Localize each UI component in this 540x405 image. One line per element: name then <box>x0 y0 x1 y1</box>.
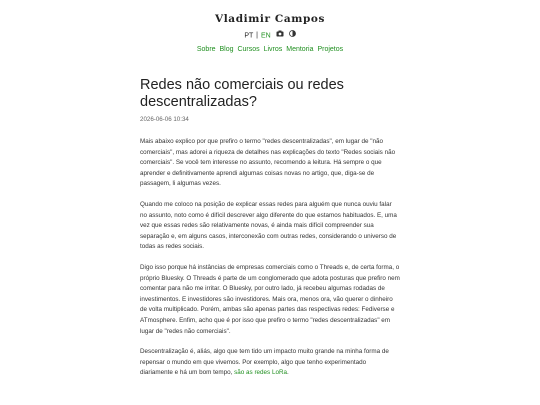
camera-icon[interactable] <box>276 30 284 41</box>
paragraph-3: Digo isso porque há instâncias de empresas comerciais como o Threads e, de certa forma, o próprio Bluesky. O Threads é parte de um conglomerado que adota posturas que prefiro nem comentar para não me irritar. O Bluesky, por outro lado, já recebeu algumas rodadas de investimentos. E investidores são investidores. Mais ora, menos ora, vão querer o dinheiro de volta multiplicado. Porém, ambas são apenas partes das respectivas redes: Fediverse e ATmosphere. Enfim, acho que é por isso que prefiro o termo "redes descentralizadas" em lugar de "redes não comerciais". <box>140 263 400 335</box>
paragraph-2: Quando me coloco na posição de explicar essas redes para alguém que nunca ouviu falar no assunto, noto como é difícil descrever algo diferente do que estamos habituados. E, uma vez que essas redes são relativamente novas, é ainda mais difícil compreender sua separação e, em alguns casos, interconexão com outras redes, considerando o universo de todas as redes sociais. <box>140 200 397 251</box>
main-nav <box>0 45 540 55</box>
lang-separator: | <box>256 32 258 40</box>
paragraph-4-end: . <box>287 369 289 377</box>
site-title[interactable]: Vladimir Campos <box>214 13 326 25</box>
language-switcher <box>0 30 540 41</box>
post-body <box>140 137 400 379</box>
lang-en-link[interactable]: EN <box>260 32 271 40</box>
site-header <box>0 0 540 55</box>
lora-link[interactable]: são as redes LoRa <box>234 369 288 377</box>
nav-livros[interactable]: Livros <box>263 46 283 54</box>
article <box>140 77 400 389</box>
paragraph-4-text: Descentralização é, aliás, algo que tem tido um impacto muito grande na minha forma de repensar o mundo em que vivemos. Por exemplo, algo que tenho experimentado diariamente e há um bom tempo, <box>140 348 389 377</box>
nav-blog[interactable]: Blog <box>219 46 234 54</box>
nav-sobre[interactable]: Sobre <box>196 46 216 54</box>
post-date: 2026-06-06 10:34 <box>140 116 189 123</box>
half-circle-icon[interactable] <box>289 30 296 41</box>
nav-cursos[interactable]: Cursos <box>237 46 260 54</box>
paragraph-4 <box>140 347 400 379</box>
paragraph-1: Mais abaixo explico por que prefiro o termo "redes descentralizadas", em lugar de "não comerciais", mas adorei a riqueza de detalhes nas explicações do texto "Redes sociais não comerciais". Se você tem interesse no assunto, recomendo a leitura. Há sempre o que aprender e definitivamente aprendi algumas coisas novas no artigo, que, diga-se de passagem, li algumas vezes. <box>140 138 396 188</box>
nav-mentoria[interactable]: Mentoria <box>286 46 314 54</box>
post-title: Redes não comerciais ou redes descentralizadas? <box>140 77 344 110</box>
lang-pt-link[interactable]: PT <box>244 32 254 40</box>
nav-projetos[interactable]: Projetos <box>317 46 344 54</box>
